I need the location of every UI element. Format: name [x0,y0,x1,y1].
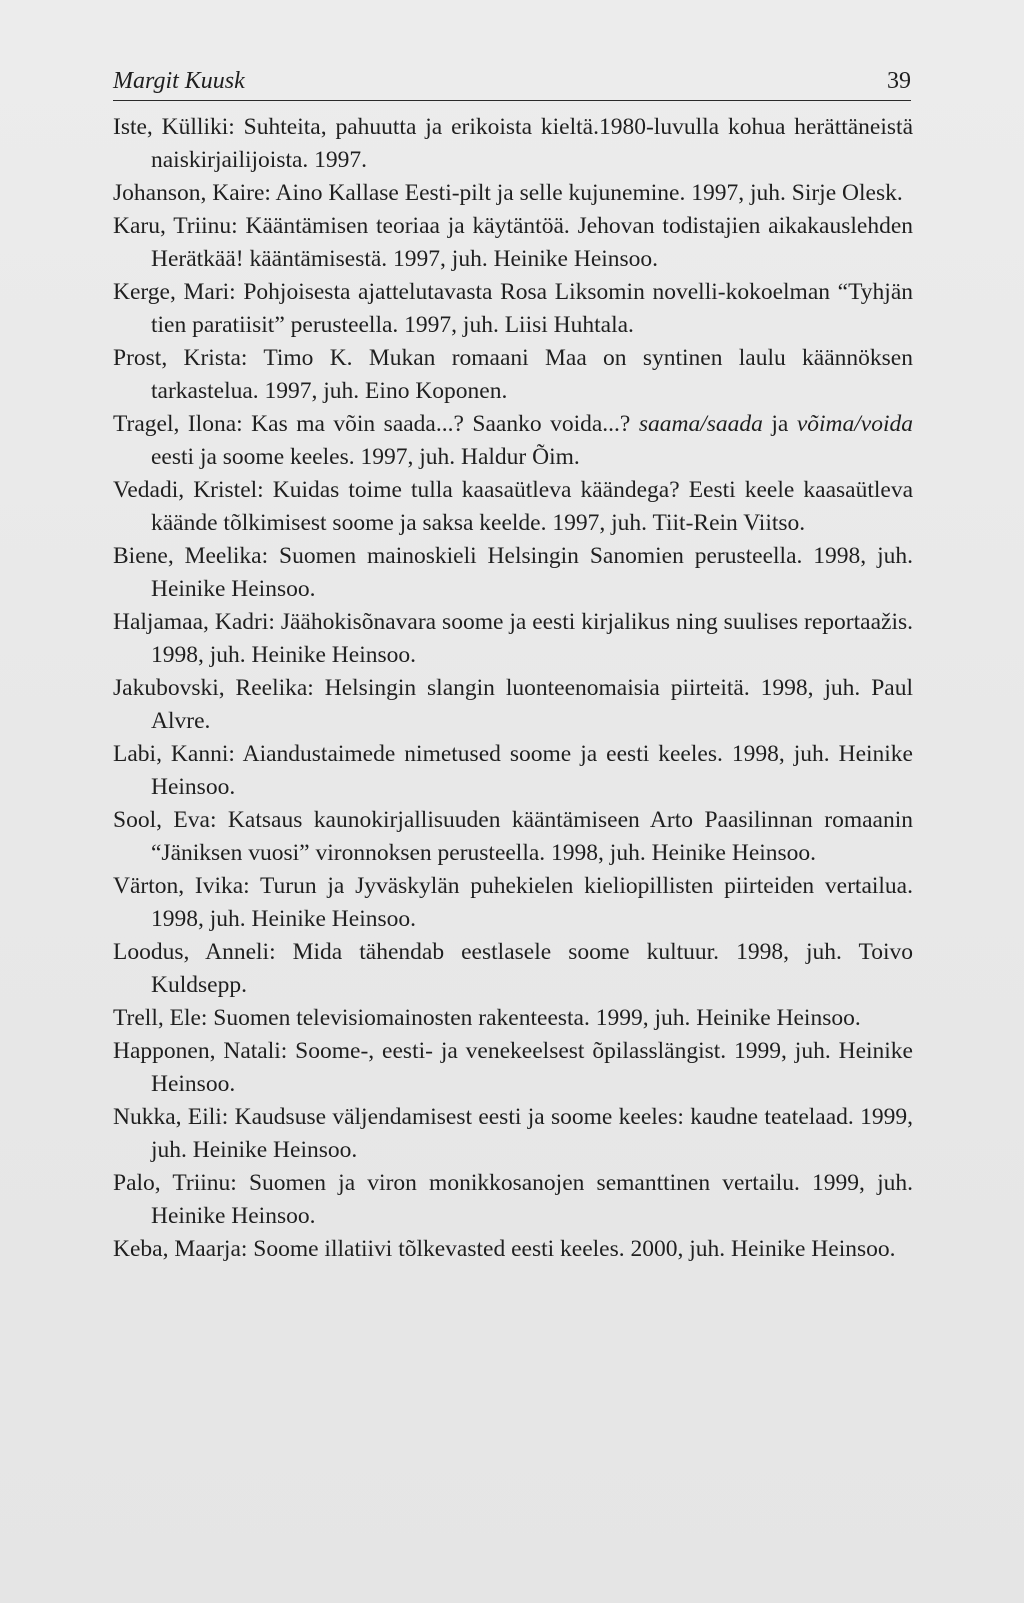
running-header [113,66,911,101]
bibliography-entry: Iste, Külliki: Suhteita, pahuutta ja erikoista kieltä.1980-luvulla kohua herättäneistä naiskirjailijoista. 1997. [113,114,913,173]
entry-text: Tragel, Ilona: Kas ma võin saada...? Saanko voida...? [113,411,639,437]
bibliography-entry: Vedadi, Kristel: Kuidas toime tulla kaasaütleva käändega? Eesti keele kaasaütleva käände tõlkimisest soome ja saksa keelde. 1997, juh. Tiit-Rein Viitso. [113,477,913,536]
bibliography-entry: Jakubovski, Reelika: Helsingin slangin luonteenomaisia piirteitä. 1998, juh. Paul Alvre. [113,675,913,734]
entry-text: ja [762,411,797,437]
bibliography-entry: Palo, Triinu: Suomen ja viron monikkosanojen semanttinen vertailu. 1999, juh. Heinike Heinsoo. [113,1170,913,1229]
bibliography-entry: Keba, Maarja: Soome illatiivi tõlkevasted eesti keeles. 2000, juh. Heinike Heinsoo. [113,1236,896,1262]
bibliography-entry: Karu, Triinu: Kääntämisen teoriaa ja käytäntöä. Jehovan todistajien aikakauslehden Herätkää! kääntämisestä. 1997, juh. Heinike Heinsoo. [113,213,913,272]
bibliography-entry: Nukka, Eili: Kaudsuse väljendamisest eesti ja soome keeles: kaudne teatelaad. 1999, juh. Heinike Heinsoo. [113,1104,913,1163]
bibliography-entry: Loodus, Anneli: Mida tähendab eestlasele soome kultuur. 1998, juh. Toivo Kuldsepp. [113,939,913,998]
bibliography-entry: Happonen, Natali: Soome-, eesti- ja venekeelsest õpilasslängist. 1999, juh. Heinike Heinsoo. [113,1038,913,1097]
bibliography-entry: Prost, Krista: Timo K. Mukan romaani Maa on syntinen laulu käännöksen tarkastelua. 1997, juh. Eino Koponen. [113,345,913,404]
bibliography-entry: Trell, Ele: Suomen televisiomainosten rakenteesta. 1999, juh. Heinike Heinsoo. [113,1005,861,1031]
bibliography-entry [113,408,913,474]
bibliography-entry: Haljamaa, Kadri: Jäähokisõnavara soome ja eesti kirjalikus ning suulises reportaažis. 1998, juh. Heinike Heinsoo. [113,609,913,668]
italic-term: võima/voida [796,411,914,437]
bibliography-list [113,111,913,1266]
bibliography-entry: Sool, Eva: Katsaus kaunokirjallisuuden kääntämiseen Arto Paasilinnan romaanin “Jäniksen vuosi” vironnoksen perusteella. 1998, juh. Heinike Heinsoo. [113,807,913,866]
bibliography-entry: Värton, Ivika: Turun ja Jyväskylän puhekielen kieliopillisten piirteiden vertailua. 1998, juh. Heinike Heinsoo. [113,873,913,932]
bibliography-entry: Kerge, Mari: Pohjoisesta ajattelutavasta Rosa Liksomin novelli-kokoelman “Tyhjän tien paratiisit” perusteella. 1997, juh. Liisi Huhtala. [113,279,913,338]
bibliography-entry: Johanson, Kaire: Aino Kallase Eesti-pilt ja selle kujunemine. 1997, juh. Sirje Olesk. [113,180,903,206]
entry-text: eesti ja soome keeles. 1997, juh. Haldur Õim. [151,444,580,470]
page-number: 39 [887,68,911,94]
running-header-author: Margit Kuusk [113,68,245,94]
italic-term: saama/saada [638,411,763,437]
bibliography-entry: Biene, Meelika: Suomen mainoskieli Helsingin Sanomien perusteella. 1998, juh. Heinike Heinsoo. [113,543,913,602]
bibliography-entry: Labi, Kanni: Aiandustaimede nimetused soome ja eesti keeles. 1998, juh. Heinike Heinsoo. [113,741,913,800]
